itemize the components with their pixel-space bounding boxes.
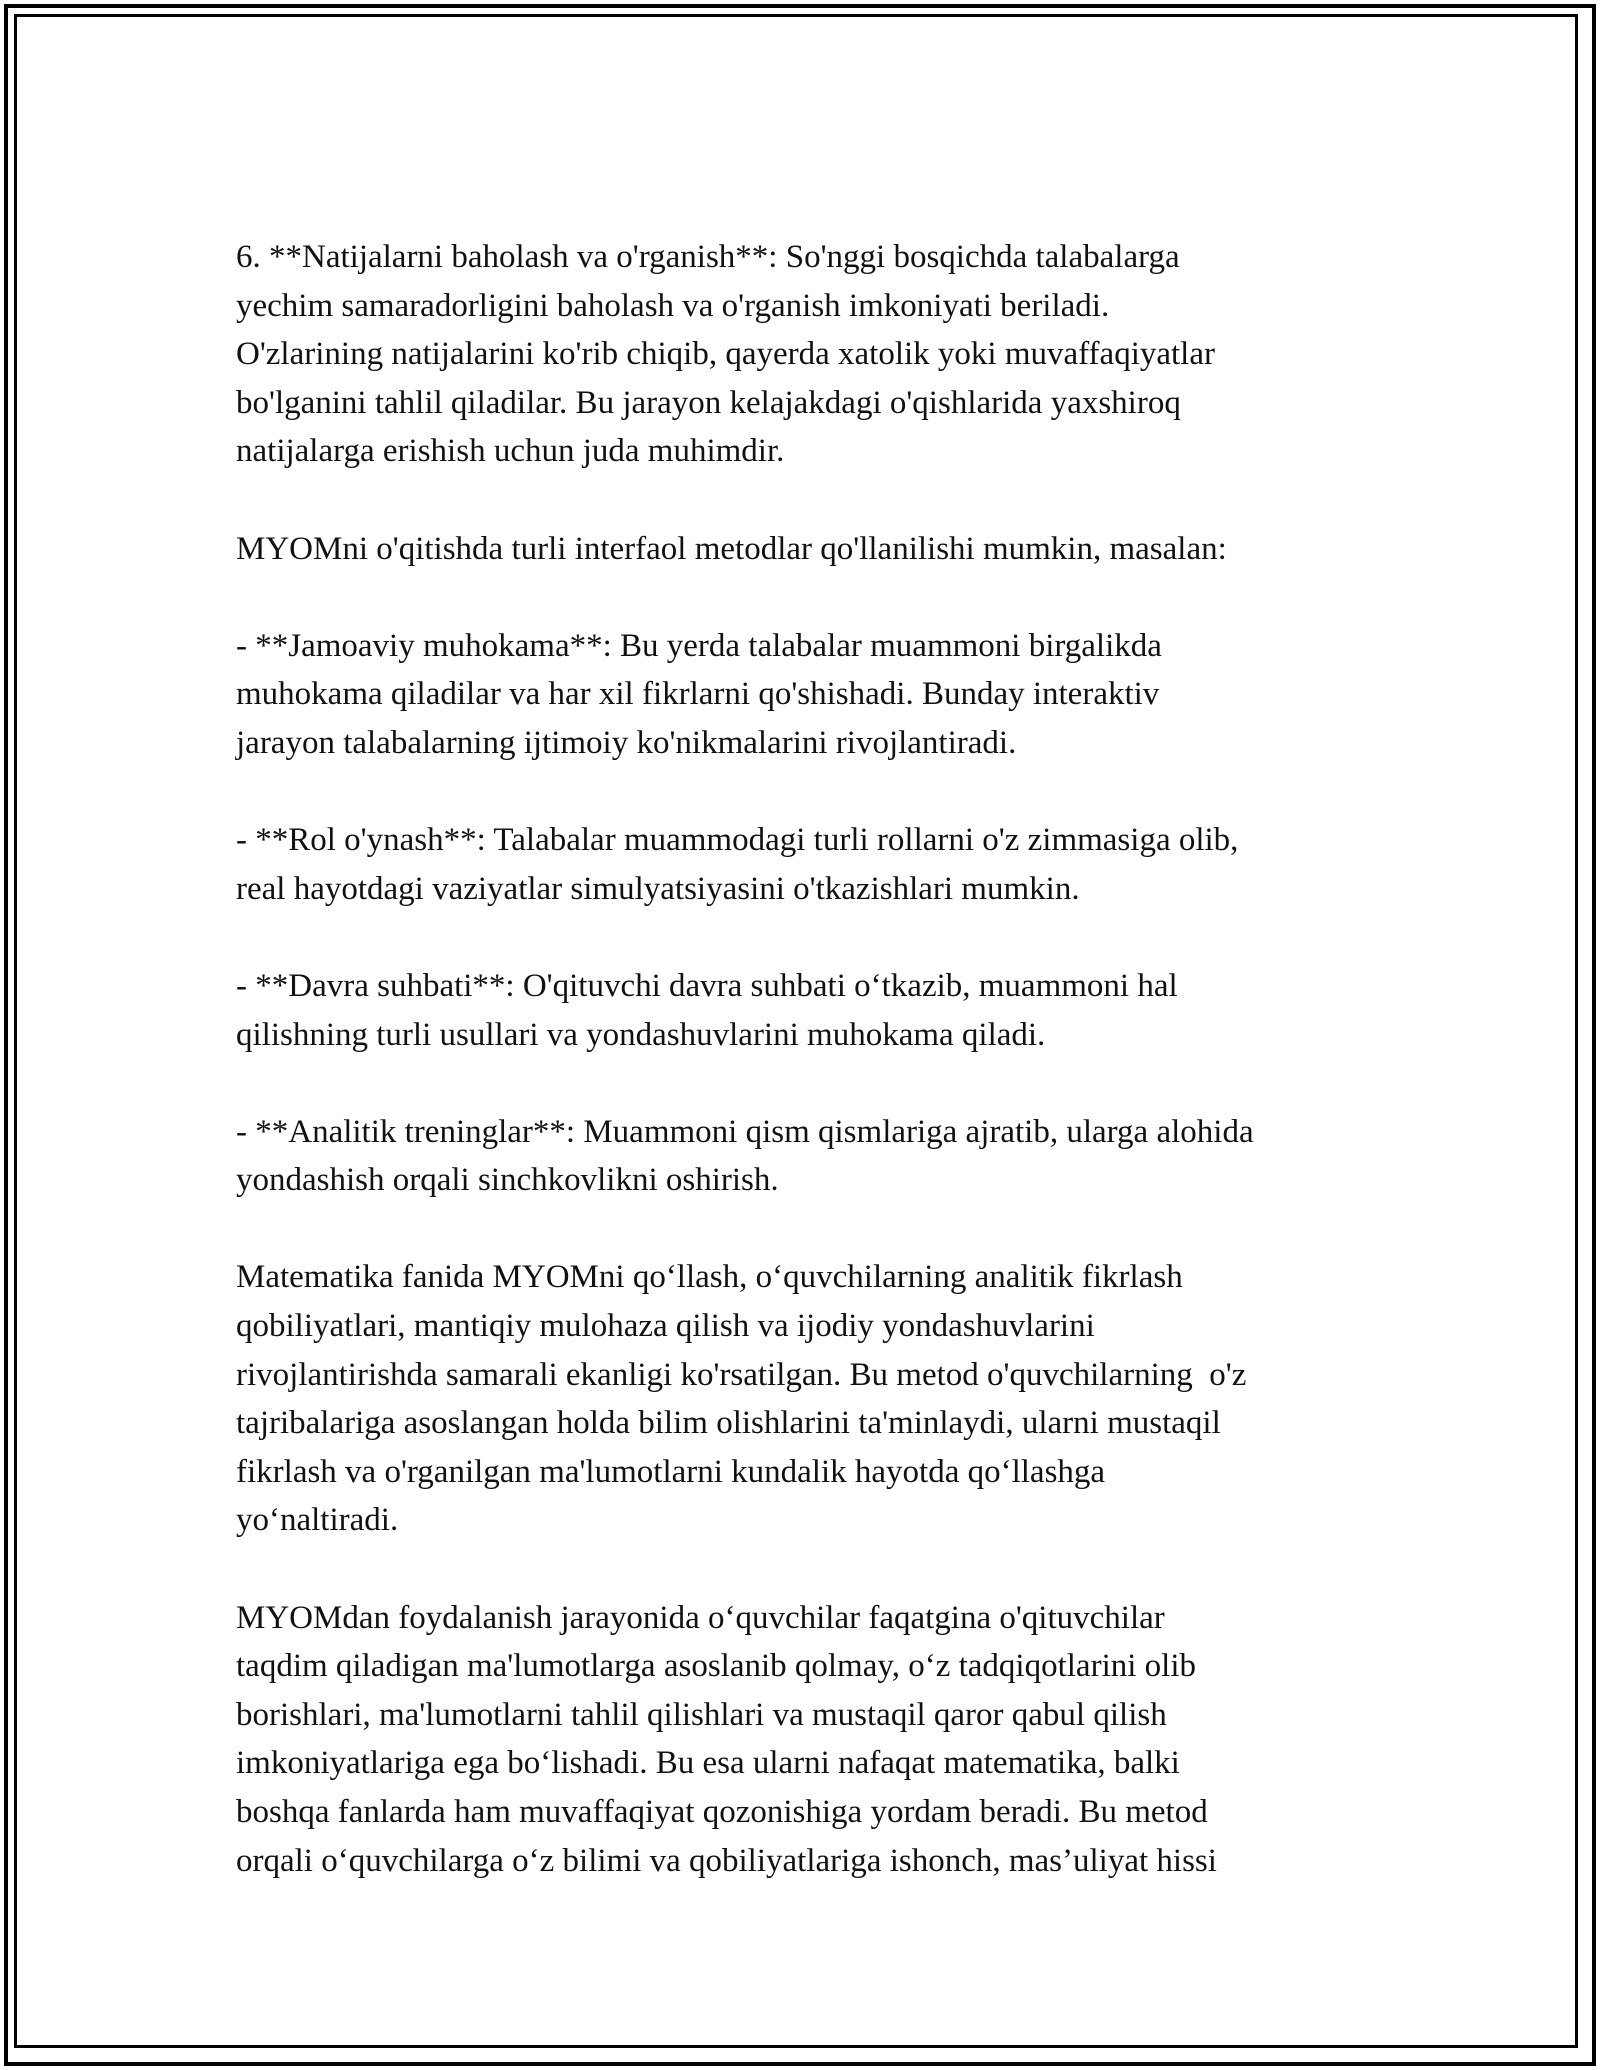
text-line: fikrlash va o'rganilgan ma'lumotlarni kundalik hayotda qo‘llashga: [236, 1453, 1106, 1490]
document-body: [236, 233, 1386, 1934]
paragraph: [236, 233, 1386, 476]
paragraph: [236, 1108, 1386, 1205]
text-line: real hayotdagi vaziyatlar simulyatsiyasini o'tkazishlari mumkin.: [236, 870, 1080, 907]
text-line: - **Analitik treninglar**: Muammoni qism qismlariga ajratib, ularga alohida: [236, 1113, 1254, 1150]
text-line: qilishning turli usullari va yondashuvlarini muhokama qiladi.: [236, 1016, 1046, 1053]
text-line: - **Rol o'ynash**: Talabalar muammodagi turli rollarni o'z zimmasiga olib,: [236, 822, 1239, 859]
paragraph: [236, 962, 1386, 1059]
paragraph: [236, 1253, 1386, 1545]
text-line: yo‘naltiradi.: [236, 1502, 399, 1539]
text-line: - **Davra suhbati**: O'qituvchi davra suhbati o‘tkazib, muammoni hal: [236, 967, 1178, 1004]
text-line: Matematika fanida MYOMni qo‘llash, o‘quvchilarning analitik fikrlash: [236, 1259, 1183, 1296]
text-line: tajribalariga asoslangan holda bilim olishlarini ta'minlaydi, ularni mustaqil: [236, 1405, 1221, 1442]
text-line: yechim samaradorligini baholash va o'rganish imkoniyati beriladi.: [236, 287, 1110, 324]
text-line: - **Jamoaviy muhokama**: Bu yerda talabalar muammoni birgalikda: [236, 627, 1162, 664]
text-line: imkoniyatlariga ega bo‘lishadi. Bu esa ularni nafaqat matematika, balki: [236, 1745, 1180, 1782]
paragraph: [236, 816, 1386, 913]
text-line: muhokama qiladilar va har xil fikrlarni qo'shishadi. Bunday interaktiv: [236, 676, 1160, 713]
text-line: yondashish orqali sinchkovlikni oshirish.: [236, 1162, 779, 1199]
paragraph: [236, 622, 1386, 768]
text-line: rivojlantirishda samarali ekanligi ko'rsatilgan. Bu metod o'quvchilarning o'z: [236, 1356, 1247, 1393]
text-line: borishlari, ma'lumotlarni tahlil qilishlari va mustaqil qaror qabul qilish: [236, 1696, 1167, 1733]
text-line: 6. **Natijalarni baholash va o'rganish**: So'nggi bosqichda talabalarga: [236, 239, 1180, 275]
text-line: jarayon talabalarning ijtimoiy ko'nikmalarini rivojlantiradi.: [236, 724, 1017, 761]
text-line: MYOMni o'qitishda turli interfaol metodlar qo'llanilishi mumkin, masalan:: [236, 530, 1227, 567]
text-line: O'zlarining natijalarini ko'rib chiqib, qayerda xatolik yoki muvaffaqiyatlar: [236, 336, 1215, 373]
text-line: boshqa fanlarda ham muvaffaqiyat qozonishiga yordam beradi. Bu metod: [236, 1794, 1208, 1830]
text-line: qobiliyatlari, mantiqiy mulohaza qilish va ijodiy yondashuvlarini: [236, 1308, 1095, 1345]
text-line: MYOMdan foydalanish jarayonida o‘quvchilar faqatgina o'qituvchilar: [236, 1599, 1165, 1636]
text-line: bo'lganini tahlil qiladilar. Bu jarayon kelajakdagi o'qishlarida yaxshiroq: [236, 384, 1181, 421]
text-line: orqali o‘quvchilarga o‘z bilimi va qobiliyatlariga ishonch, mas’uliyat hissi: [236, 1842, 1217, 1879]
paragraph: [236, 525, 1386, 574]
text-line: taqdim qiladigan ma'lumotlarga asoslanib qolmay, o‘z tadqiqotlarini olib: [236, 1648, 1196, 1685]
paragraph: [236, 1594, 1386, 1886]
text-line: natijalarga erishish uchun juda muhimdir.: [236, 433, 785, 470]
